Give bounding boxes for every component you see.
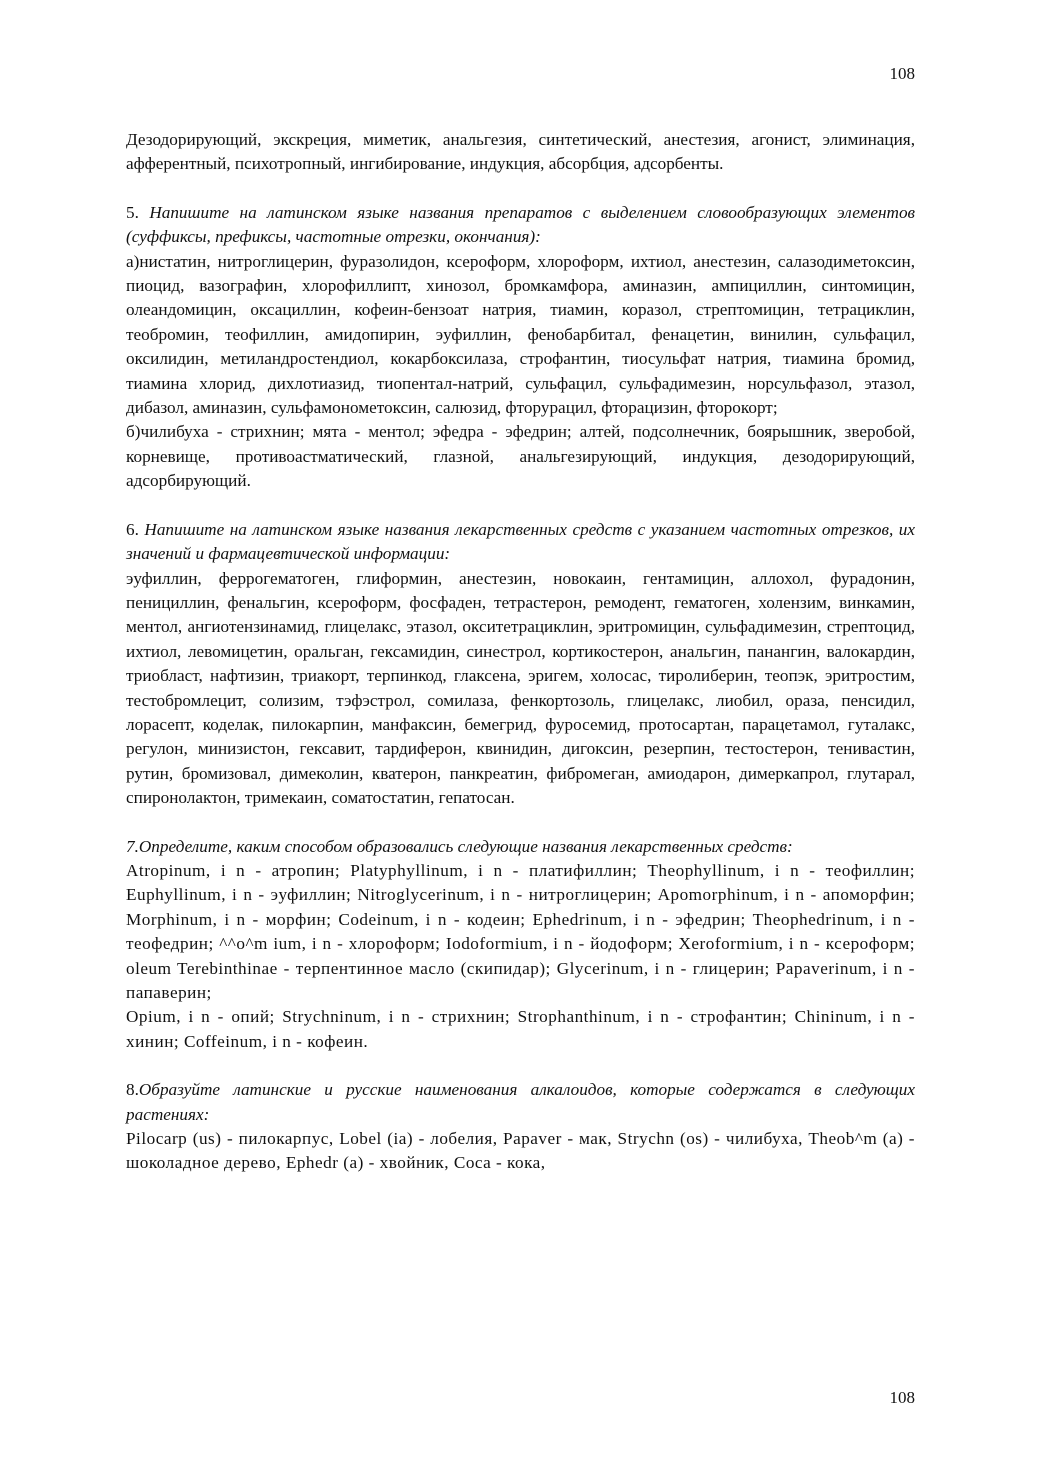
task-5-part-b: б)чилибуха - стрихнин; мята - ментол; эфедра - эфедрин; алтей, подсолнечник, боярышник, зверобой, корневище, противоастматический, глазной, анальгезирующий, индукция, дезодорирующий, адсорбирующий. [126, 422, 915, 491]
intro-terms: Дезодорирующий, экскреция, миметик, анальгезия, синтетический, анестезия, агонист, элиминация, афферентный, психотропный, ингибирование, индукция, абсорбция, адсорбенты. [126, 130, 915, 174]
task-5-number: 5. [126, 202, 139, 222]
task-6-body: эуфиллин, феррогематоген, глиформин, анестезин, новокаин, гентамицин, аллохол, фурадонин, пенициллин, фенальгин, ксероформ, фосфаден, тетрастерон, ремодент, гематоген, холензим, винкамин, ментол, ангиотензинамид, глицелакс, этазол, окситетрациклин, эритромицин, сульфадимезин, стрептоцид, ихтиол, левомицетин, оральган, гексамидин, синестрол, кортикостерон, анальгин, панангин, валокардин, триобласт, нафтизин, триакорт, терпинкод, глаксена, эригем, холосас, тиролиберин, теопэк, эритростим, тестобромлецит, солизим, тэфэстрол, сомилаза, фенкортозоль, глицелакс, лиобил, ораза, пенсидил, лорасепт, коделак, пилокарпин, манфаксин, бемегрид, фуросемид, протосартан, парацетамол, гуталакс, регулон, минизистон, гексавит, тардиферон, квинидин, дигоксин, резерпин, тестостерон, тенивастин, рутин, бромизовал, димеколин, кватерон, панкреатин, фибромеган, амиодарон, димеркапрол, глутарал, спиронолактон, тримекаин, соматостатин, гепатосан. [126, 568, 915, 808]
task-7-title [126, 835, 915, 859]
page-number-top: 108 [889, 64, 915, 83]
task-8-body: Pilocarp (us) - пилокарпус, Lobel (ia) - лобелия, Papaver - мак, Strychn (os) - чилибуха, Theob^m (a) - шоколадное дерево, Ephedr (a) - хвойник, Coca - кока, [126, 1129, 915, 1173]
task-7-number: 7. [126, 836, 139, 856]
task-8-title-text: Образуйте латинские и русские наименования алкалоидов, которые содержатся в следующих растениях: [126, 1080, 915, 1124]
task-6-number: 6. [126, 519, 139, 539]
task-6-title [126, 518, 915, 567]
task-5-part-a: а)нистатин, нитроглицерин, фуразолидон, ксероформ, хлороформ, ихтиол, анестезин, салазодиметоксин, пиоцид, вазографин, хлорофиллипт, хинозол, бромкамфора, аминазин, ампициллин, синтомицин, олеандомицин, оксациллин, кофеин-бензоат натрия, тиамин, коразол, стрептомицин, тетрациклин, теобромин, теофиллин, амидопирин, эуфиллин, фенобарбитал, фенацетин, винилин, сульфацил, оксилидин, метиландростендиол, кокарбоксилаза, строфантин, тиосульфат натрия, тиамина бромид, тиамина хлорид, дихлотиазид, тиопентал-натрий, сульфацил, сульфадимезин, норсульфазол, этазол, дибазол, аминазин, сульфамонометоксин, салюзид, фторурацил, фторацизин, фторокорт; [126, 251, 915, 418]
task-5-title-text: Напишите на латинском языке названия препаратов с выделением словообразующих элементов (суффиксы, префиксы, частотные отрезки, окончания): [126, 202, 915, 247]
page-number-bottom: 108 [889, 1388, 915, 1407]
task-5-title [126, 201, 915, 250]
task-8-number: 8. [126, 1080, 139, 1100]
task-6-title-text: Напишите на латинском языке названия лекарственных средств с указанием частотных отрезков, их значений и фармацевтической информации: [126, 519, 916, 564]
task-8-title [126, 1078, 915, 1127]
task-7-title-text: Определите, каким способом образовались следующие названия лекарственных средств: [138, 836, 793, 856]
task-7-body-2: Opium, i n - опий; Strychninum, i n - стрихнин; Strophanthinum, i n - строфантин; Chininum, i n - хинин; Coffeinum, i n - кофеин. [126, 1007, 915, 1051]
task-7-body-1: Atropinum, i n - атропин; Platyphyllinum, i n - платифиллин; Theophyllinum, i n - теофиллин; Euphyllinum, i n - эуфиллин; Nitroglycerinum, i n - нитроглицерин; Apomorphinum, i n - апоморфин; Morphinum, i n - морфин; Codeinum, i n - кодеин; Ephedrinum, i n - эфедрин; Theophedrinum, i n - теофедрин; ^^o^m ium, i n - хлороформ; Iodoformium, i n - йодоформ; Xeroformium, i n - ксероформ; oleum Terebinthinae - терпентинное масло (скипидар); Glycerinum, i n - глицерин; Papaverinum, i n - папаверин; [126, 860, 915, 1002]
page-content [126, 128, 915, 1176]
